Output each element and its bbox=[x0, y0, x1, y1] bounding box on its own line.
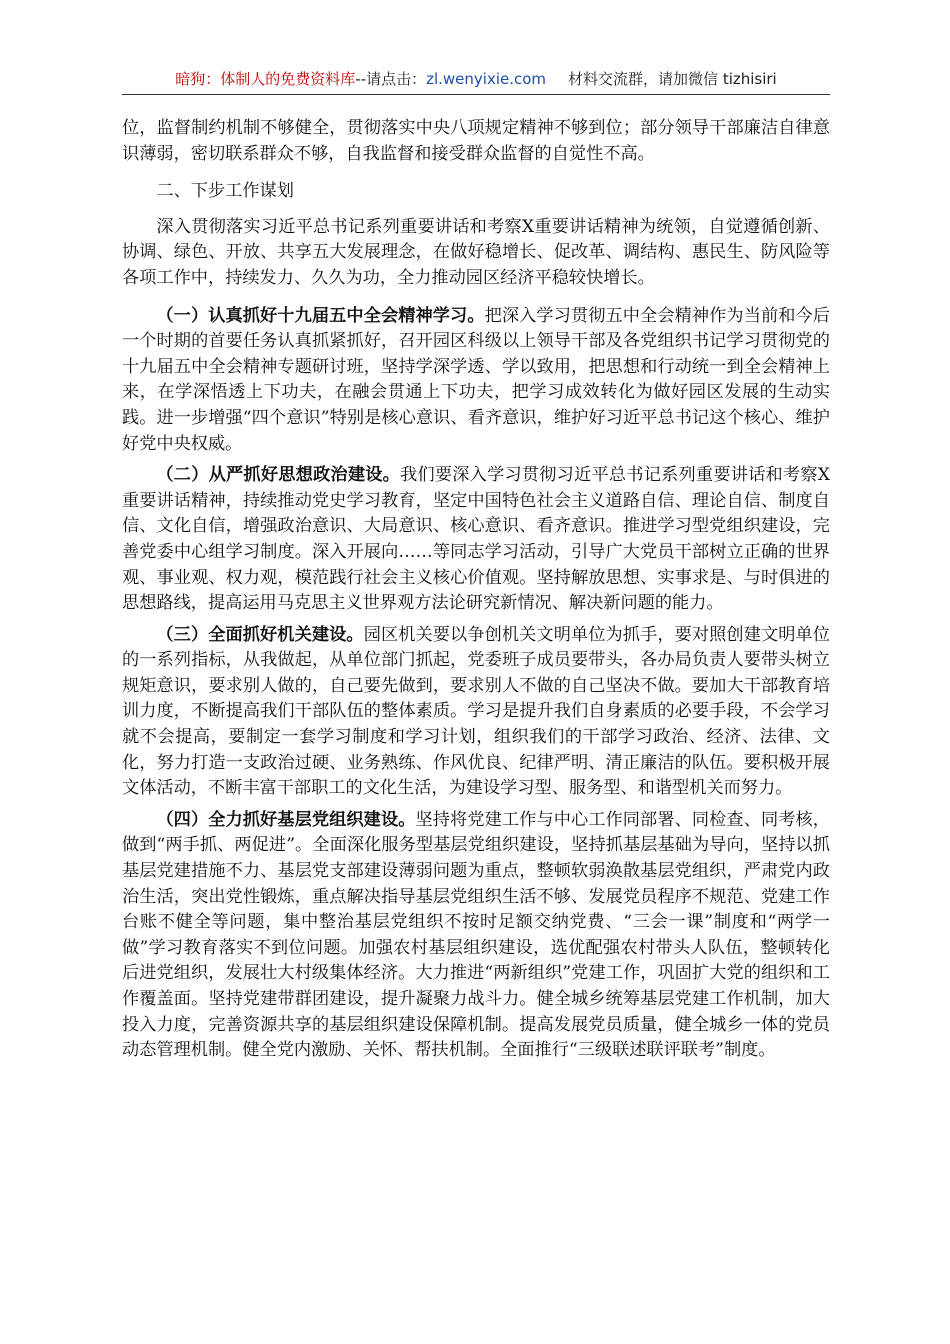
item-lead-3: （三）全面抓好机关建设。 bbox=[156, 624, 364, 645]
intro-continuation-paragraph: 位，监督制约机制不够健全，贯彻落实中央八项规定精神不够到位；部分领导干部廉洁自律意识薄弱，密切联系群众不够，自我监督和接受群众监督的自觉性不高。 bbox=[122, 118, 830, 164]
item-paragraph-4 bbox=[122, 808, 830, 1064]
header-site-name: 暗狗：体制人的免费资料库 bbox=[175, 70, 356, 88]
item-lead-4: （四）全力抓好基层党组织建设。 bbox=[156, 809, 416, 830]
page-header bbox=[122, 66, 830, 95]
item-text-2: 我们要深入学习贯彻习近平总书记系列重要讲话和考察X重要讲话精神，持续推动党史学习教育，坚定中国特色社会主义道路自信、理论自信、制度自信、文化自信，增强政治意识、大局意识、核心意识、看齐意识。推进学习型党组织建设，完善党委中心组学习制度。深入开展向……等同志学习活动，引导广大党员干部树立正确的世界观、事业观、权力观，模范践行社会主义核心价值观。坚持解放思想、实事求是、与时俱进的思想路线，提高运用马克思主义世界观方法论研究新情况、解决新问题的能力。 bbox=[122, 465, 830, 614]
item-text-1: 把深入学习贯彻五中全会精神作为当前和今后一个时期的首要任务认真抓紧抓好，召开园区科级以上领导干部及各党组织书记学习贯彻党的十九届五中全会精神专题研讨班，坚持学深学透、学以致用，把思想和行动统一到全会精神上来，在学深悟透上下功夫，在融会贯通上下功夫，把学习成效转化为做好园区发展的生动实践。进一步增强“四个意识”特别是核心意识、看齐意识，维护好习近平总书记这个核心、维护好党中央权威。 bbox=[122, 305, 830, 454]
item-text-4: 坚持将党建工作与中心工作同部署、同检查、同考核，做到“两手抓、两促进”。全面深化服务型基层党组织建设，坚持抓基层基础为导向，坚持以抓基层党建措施不力、基层党支部建设薄弱问题为重点，整顿软弱涣散基层党组织，严肃党内政治生活，突出党性锻炼，重点解决指导基层党组织生活不够、发展党员程序不规范、党建工作台账不健全等问题，集中整治基层党组织不按时足额交纳党费、“三会一课”制度和“两学一做”学习教育落实不到位问题。加强农村基层组织建设，选优配强农村带头人队伍，整顿转化后进党组织，发展壮大村级集体经济。大力推进“两新组织”党建工作，巩固扩大党的组织和工作覆盖面。坚持党建带群团建设，提升凝聚力战斗力。健全城乡统筹基层党建工作机制，加大投入力度，完善资源共享的基层组织建设保障机制。提高发展党员质量，健全城乡一体的党员动态管理机制。健全党内激励、关怀、帮扶机制。全面推行“三级联述联评联考”制度。 bbox=[122, 809, 830, 1061]
item-paragraph-2 bbox=[122, 463, 830, 617]
section-intro-paragraph: 深入贯彻落实习近平总书记系列重要讲话和考察X重要讲话精神为统领，自觉遵循创新、协调、绿色、开放、共享五大发展理念，在做好稳增长、促改革、调结构、惠民生、防风险等各项工作中，持续发力、久久为功，全力推动园区经济平稳较快增长。 bbox=[122, 216, 830, 288]
header-url-link[interactable]: zl.wenyixie.com bbox=[426, 70, 547, 88]
header-wechat-note: 材料交流群，请加微信 tizhisiri bbox=[568, 70, 777, 88]
item-paragraph-1 bbox=[122, 304, 830, 458]
document-body bbox=[122, 116, 830, 1070]
section-heading: 二、下步工作谋划 bbox=[156, 181, 294, 202]
header-click-prompt: --请点击： bbox=[355, 70, 427, 88]
item-text-3: 园区机关要以争创机关文明单位为抓手，要对照创建文明单位的一系列指标，从我做起，从单位部门抓起，党委班子成员要带头，各办局负责人要带头树立规矩意识，要求别人做的，自己要先做到，要求别人不做的自己坚决不做。要加大干部教育培训力度，不断提高我们干部队伍的整体素质。学习是提升我们自身素质的必要手段，不会学习就不会提高，要制定一套学习制度和学习计划，组织我们的干部学习政治、经济、法律、文化，努力打造一支政治过硬、业务熟练、作风优良、纪律严明、清正廉洁的队伍。要积极开展文体活动，不断丰富干部职工的文化生活，为建设学习型、服务型、和谐型机关而努力。 bbox=[122, 624, 830, 799]
item-paragraph-3 bbox=[122, 623, 830, 802]
item-lead-2: （二）从严抓好思想政治建设。 bbox=[156, 465, 401, 486]
item-lead-1: （一）认真抓好十九届五中全会精神学习。 bbox=[156, 305, 485, 326]
